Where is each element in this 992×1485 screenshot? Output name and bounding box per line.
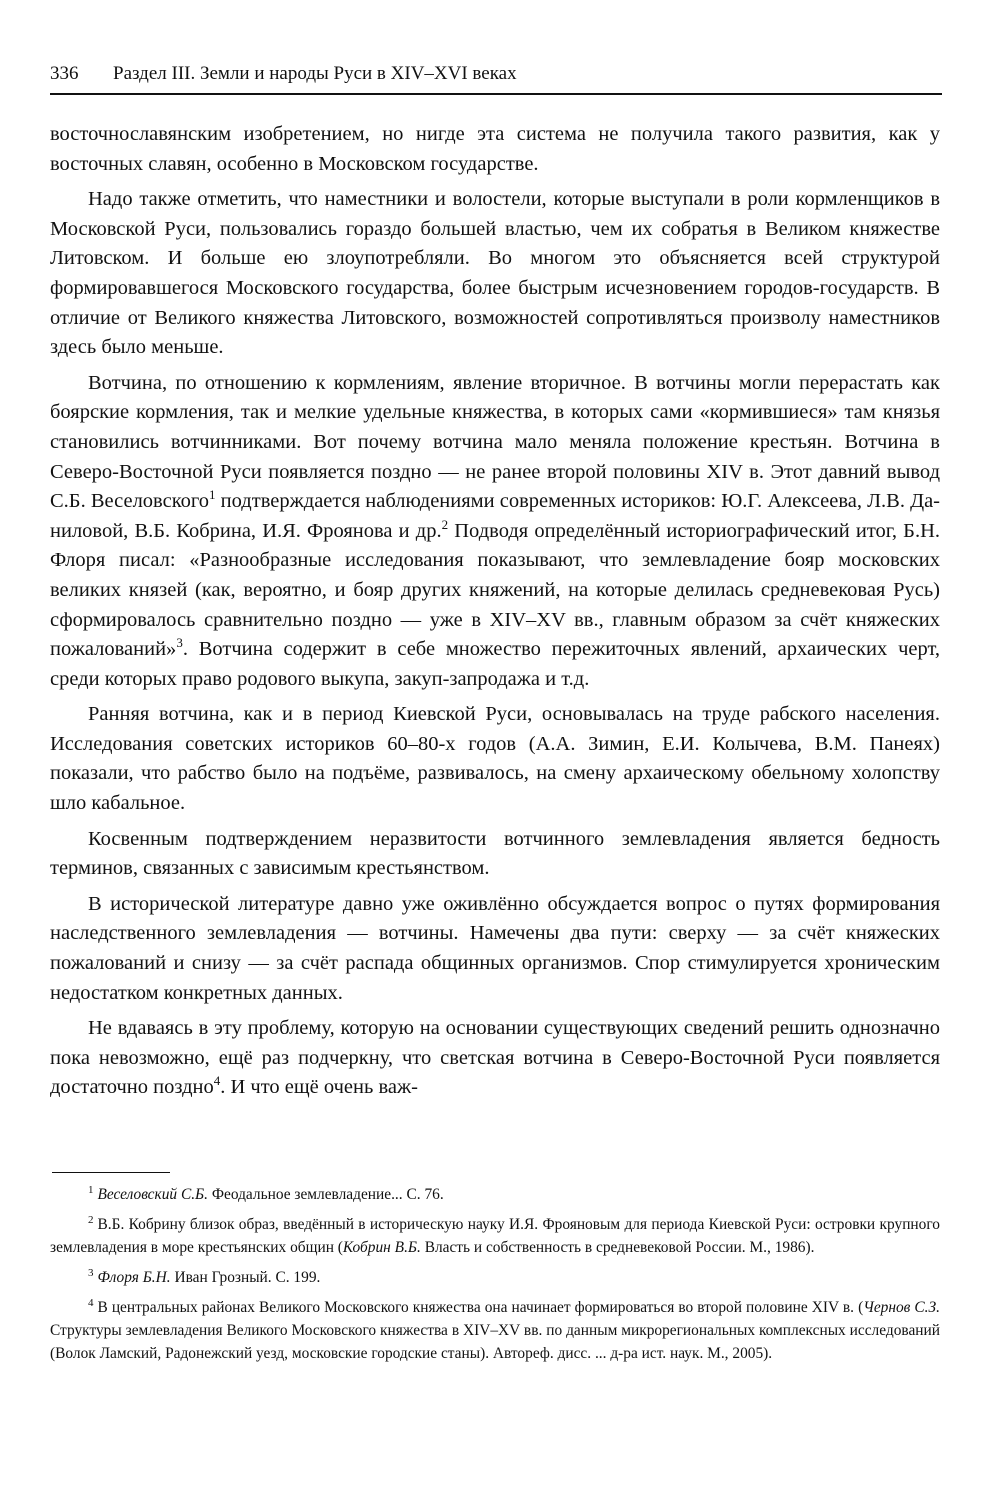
main-text <box>50 120 940 1109</box>
paragraph-6: В исторической литературе давно уже оживлённо обсуждается вопрос о путях формирования наследственного землевладения — вотчины. Намечены два пути: сверху — за счёт княжеских пожалований и снизу — за счёт распада общинных организмов. Спор стимулируется хроническим недостатком конкретных данных. <box>50 892 940 1004</box>
footnote-3-text: Иван Грозный. С. 199. <box>170 1269 321 1286</box>
paragraph-3-part-a: Вотчина, по отношению к кормлениям, явление вторичное. В вотчины могли перерастать как боярские кормления, так и мелкие удельные княжества, в которых сами «кормившиеся» там князья становились вотчинниками. Вот почему вотчина мало меняла положение крестьян. Вотчина в Северо-Восточной Руси появляется поздно — не ранее второй половины XIV в. Этот давний вывод С.Б. Веселовского <box>50 371 940 513</box>
paragraph-1: восточнославянским изобретением, но нигде эта система не получила такого развития, как у восточных славян, особенно в Московском государстве. <box>50 123 940 175</box>
paragraph-7-part-a: Не вдаваясь в эту проблему, которую на основании существующих сведений решить однозначно пока невозможно, ещё раз подчеркну, что светская вотчина в Северо-Восточной Руси появляется достаточно поздно <box>50 1017 940 1099</box>
paragraph-4: Ранняя вотчина, как и в период Киевской Руси, основывалась на труде рабского населения. Исследования советских историков 60–80-х годов (А.А. Зимин, Е.И. Колычева, В.М. Панеях) показали, что рабство было на подъёме, развивалось, на смену архаическому обельному холопству шло кабальное. <box>50 703 940 815</box>
paragraph-5: Косвенным подтверждением неразвитости вотчинного землевладения является бедность терминов, связанных с зависимым крестьянством. <box>50 827 940 880</box>
running-head <box>50 62 942 86</box>
footnote-2-text-a: В.Б. Кобрину близок образ, введённый в историческую науку И.Я. Фрояновым для периода Киевской Руси: островки крупного землевладения в море крестьянских общин ( <box>50 1216 940 1256</box>
footnote-3-author: Флоря Б.Н. <box>97 1269 171 1286</box>
footnote-4-author: Чернов С.З. <box>863 1299 940 1316</box>
footnote-2-mark: 2 <box>88 1213 94 1226</box>
section-title: Раздел III. Земли и народы Руси в XIV–XVI веках <box>113 63 517 84</box>
footnote-1-mark: 1 <box>88 1183 94 1196</box>
footnote-4-text-b: Структуры землевладения Великого Московского княжества в XIV–XV вв. по данным микрорегиональных комплексных исследований (Волок Ламский, Радонежский уезд, московские городские станы). Автореф. дисс. ... д-ра ист. наук. М., 2005). <box>50 1322 940 1362</box>
paragraph-3-part-b: подтверждается наблюдениями современных историков: Ю.Г. Алексеева, Л.В. Даниловой, В.Б. Кобрина, И.Я. Фроянова и др. <box>50 490 940 542</box>
footnote-2-text-b: Власть и собственность в средневековой России. М., 1986). <box>420 1239 815 1256</box>
paragraph-3-part-c: Подводя определённый историографический итог, Б.Н. Флоря писал: «Разнообразные исследования показывают, что землевладение бояр московских великих князей (как, вероятно, и бояр других княжений, на которые делилась средневековая Русь) сформировалось сравнительно поздно — уже в XIV–XV вв., главным образом за счёт княжеских пожалований» <box>50 519 941 661</box>
footnote-3 <box>50 1266 940 1289</box>
paragraph-2: Надо также отметить, что наместники и волостели, которые выступали в роли кормленщиков в Московской Руси, пользовались гораздо большей властью, чем их собратья в Великом княжестве Литовском. И больше ею злоупотребляли. Во многом это объясняется всей структурой формировавшегося Московского государства, более быстрым исчезновением городов-государств. В отличие от Великого княжества Литовского, возможностей сопротивляться произволу наместников здесь было меньше. <box>50 188 940 359</box>
footnote-ref-3: 3 <box>176 635 183 651</box>
footnote-ref-1: 1 <box>209 487 216 503</box>
footnote-2 <box>50 1213 940 1259</box>
footnote-1 <box>50 1183 940 1206</box>
footnotes <box>50 1183 940 1372</box>
footnote-1-text: Феодальное землевладение... С. 76. <box>208 1186 444 1203</box>
footnote-1-author: Веселовский С.Б. <box>97 1186 208 1203</box>
page-number: 336 <box>50 63 79 84</box>
footnote-3-mark: 3 <box>88 1266 94 1279</box>
footnote-2-author: Кобрин В.Б. <box>342 1239 421 1256</box>
paragraph-7 <box>50 1014 940 1103</box>
footnote-rule <box>52 1172 170 1173</box>
header-rule <box>50 93 942 95</box>
footnote-4 <box>50 1296 940 1365</box>
paragraph-7-part-b: . И что ещё очень важ- <box>220 1076 418 1099</box>
paragraph-3 <box>50 369 940 695</box>
footnote-ref-4: 4 <box>213 1073 221 1089</box>
footnote-ref-2: 2 <box>441 516 449 532</box>
paragraph-3-part-d: . Вотчина содержит в себе множество пережиточных явлений, архаических черт, среди которых право родового выкупа, закуп-запродажа и т.д. <box>50 638 940 690</box>
footnote-4-mark: 4 <box>88 1296 94 1309</box>
footnote-4-text-a: В центральных районах Великого Московского княжества она начинает формироваться во второй половине XIV в. ( <box>97 1299 864 1316</box>
